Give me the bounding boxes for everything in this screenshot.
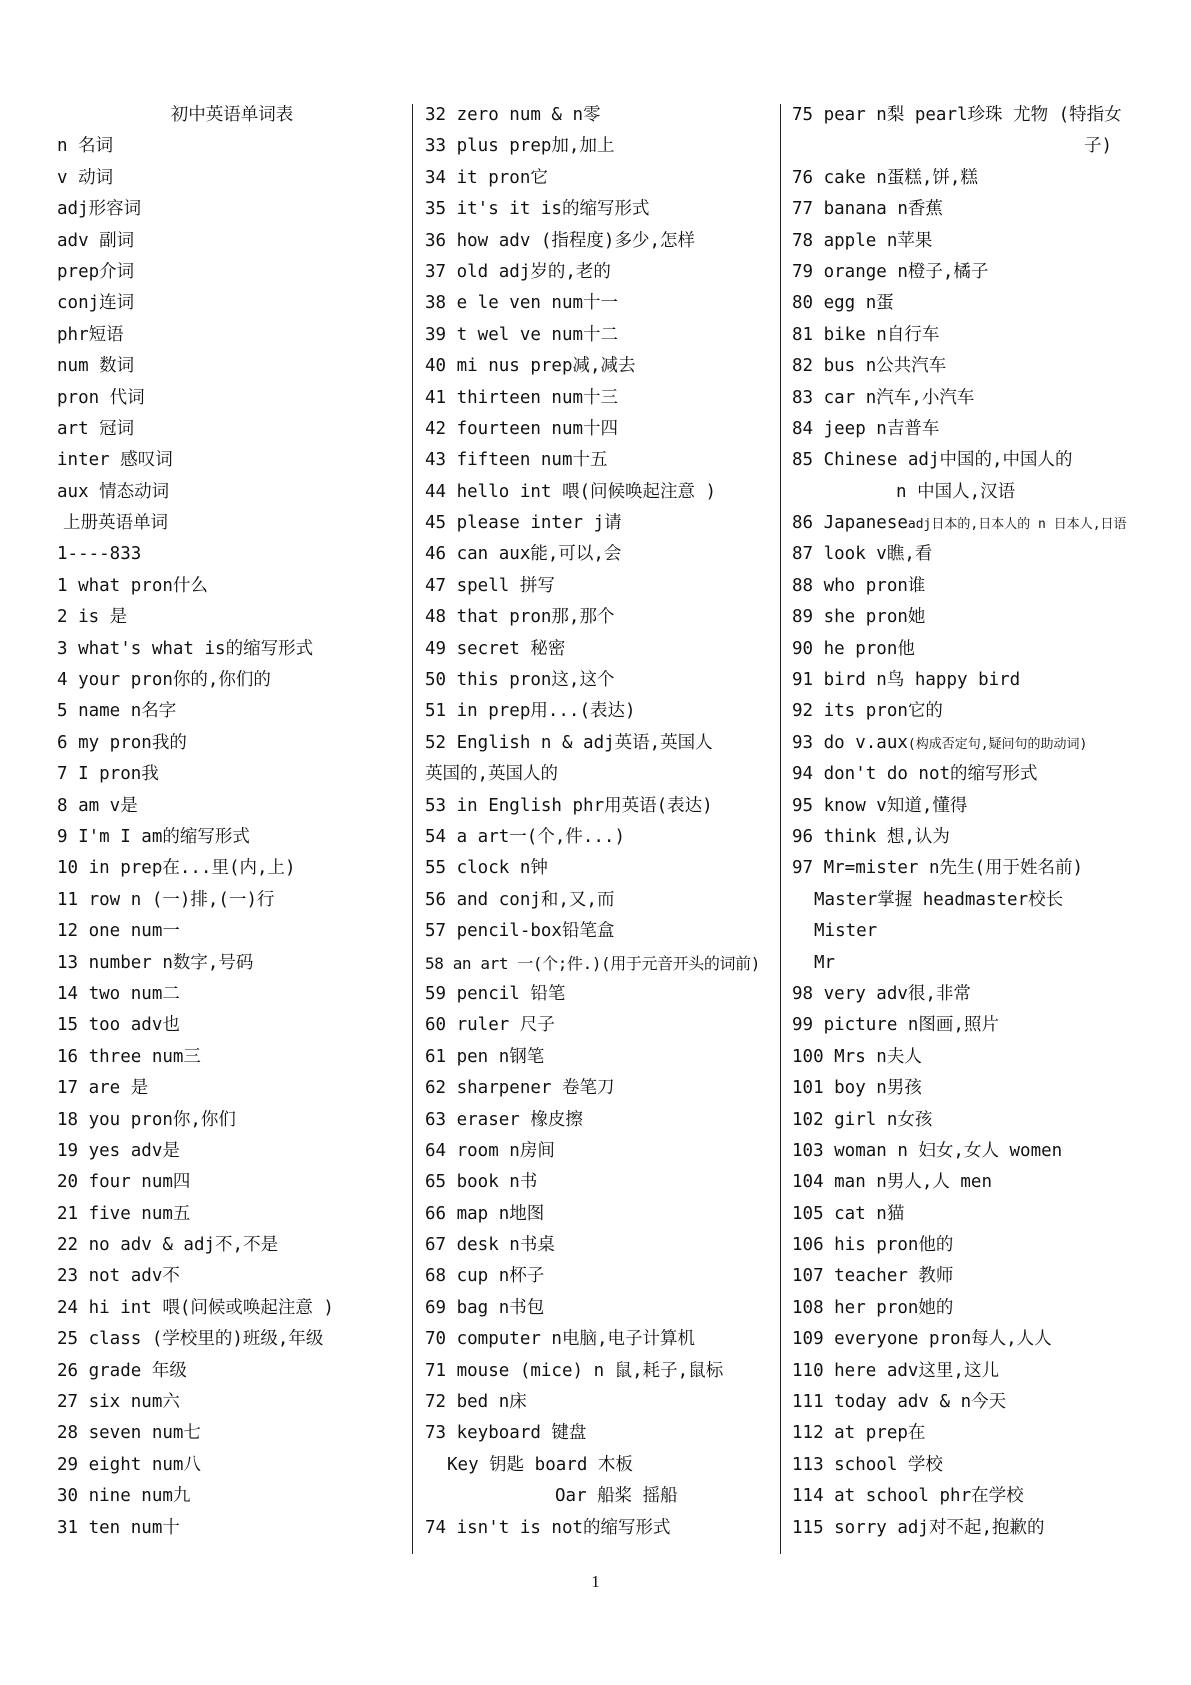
- word-headword: 93 do v.aux: [792, 732, 908, 753]
- word-entry: 56 and conj和,又,而: [425, 889, 615, 910]
- word-entry: 27 six num六: [57, 1392, 180, 1413]
- word-entry: 107 teacher 教师: [792, 1266, 954, 1287]
- word-entry: 89 she pron她: [792, 607, 926, 628]
- word-entry: 106 his pron他的: [792, 1235, 954, 1256]
- word-entry: 85 Chinese adj中国的,中国人的: [792, 450, 1073, 471]
- abbrev-line: inter 感叹词: [57, 450, 173, 471]
- word-entry: 81 bike n自行车: [792, 324, 940, 345]
- word-entry: 8 am v是: [57, 795, 138, 816]
- word-entry: 104 man n男人,人 men: [792, 1172, 993, 1193]
- word-note: Mister: [814, 921, 878, 942]
- word-entry: 88 who pron谁: [792, 575, 926, 596]
- column-divider-2: [780, 104, 781, 1554]
- word-definition-small: adj日本的,日本人的 n 日本人,日语: [907, 517, 1127, 533]
- word-entry: 11 row n (一)排,(一)行: [57, 889, 275, 910]
- word-entry: 65 book n书: [425, 1172, 538, 1193]
- word-entry: 58 an art 一(个;件.)(用于元音开头的词前): [425, 953, 760, 973]
- word-entry: 115 sorry adj对不起,抱歉的: [792, 1517, 1045, 1538]
- word-entry: 16 three num三: [57, 1046, 201, 1067]
- word-entry: 26 grade 年级: [57, 1360, 187, 1381]
- word-note: Mr: [814, 952, 836, 973]
- column-1: [57, 100, 407, 1544]
- word-entry: 91 bird n鸟 happy bird: [792, 670, 1021, 691]
- word-entry: 30 nine num九: [57, 1486, 191, 1507]
- abbrev-line: pron 代词: [57, 387, 145, 408]
- abbrev-line: prep介词: [57, 261, 135, 282]
- word-entry: 13 number n数字,号码: [57, 952, 254, 973]
- word-entry: 29 eight num八: [57, 1454, 201, 1475]
- word-entry: 101 boy n男孩: [792, 1078, 922, 1099]
- word-entry: 94 don't do not的缩写形式: [792, 764, 1038, 785]
- word-entry: 39 t wel ve num十二: [425, 324, 619, 345]
- word-entry: 108 her pron她的: [792, 1297, 954, 1318]
- abbrev-line: num 数词: [57, 356, 135, 377]
- word-entry: 33 plus prep加,加上: [425, 136, 615, 157]
- word-entry: 109 everyone pron每人,人人: [792, 1329, 1052, 1350]
- word-entry: 112 at prep在: [792, 1423, 926, 1444]
- word-entry: 77 banana n香蕉: [792, 199, 943, 220]
- abbrev-line: conj连词: [57, 293, 135, 314]
- word-entry-continuation: 英国的,英国人的: [425, 764, 559, 785]
- word-note: Oar 船桨 摇船: [555, 1486, 678, 1507]
- word-entry: 71 mouse (mice) n 鼠,耗子,鼠标: [425, 1360, 724, 1381]
- word-entry: 61 pen n钢笔: [425, 1046, 545, 1067]
- word-entry: 82 bus n公共汽车: [792, 356, 947, 377]
- word-entry: 55 clock n钟: [425, 858, 548, 879]
- word-entry: 41 thirteen num十三: [425, 387, 619, 408]
- word-entry: [792, 728, 1152, 759]
- word-entry: 12 one num一: [57, 921, 180, 942]
- word-entry: 15 too adv也: [57, 1015, 180, 1036]
- word-entry: 59 pencil 铅笔: [425, 983, 566, 1004]
- document-title: 初中英语单词表: [170, 105, 294, 125]
- word-entry: 22 no adv & adj不,不是: [57, 1235, 279, 1256]
- word-entry: 68 cup n杯子: [425, 1266, 545, 1287]
- section-heading: 上册英语单词: [63, 513, 168, 534]
- word-entry: 28 seven num七: [57, 1423, 201, 1444]
- word-entry: 44 hello int 喂(问候唤起注意 ): [425, 481, 717, 502]
- word-entry: 49 secret 秘密: [425, 638, 566, 659]
- word-entry: 63 eraser 橡皮擦: [425, 1109, 583, 1130]
- word-entry: 62 sharpener 卷笔刀: [425, 1078, 615, 1099]
- word-entry: 25 class (学校里的)班级,年级: [57, 1329, 324, 1350]
- word-entry: 99 picture n图画,照片: [792, 1015, 999, 1036]
- word-entry: 21 five num五: [57, 1203, 191, 1224]
- abbrev-line: adv 副词: [57, 230, 135, 251]
- word-entry: 40 mi nus prep减,减去: [425, 356, 636, 377]
- word-entry: 69 bag n书包: [425, 1297, 545, 1318]
- word-entry: [792, 508, 1152, 539]
- abbrev-line: art 冠词: [57, 418, 135, 439]
- word-entry: 34 it pron它: [425, 167, 548, 188]
- abbrev-line: phr短语: [57, 324, 124, 345]
- word-entry: 96 think 想,认为: [792, 826, 950, 847]
- word-entry: 95 know v知道,懂得: [792, 795, 968, 816]
- word-entry: 20 four num四: [57, 1172, 191, 1193]
- word-entry: 72 bed n床: [425, 1392, 527, 1413]
- word-entry: 74 isn't is not的缩写形式: [425, 1517, 671, 1538]
- word-entry: 83 car n汽车,小汽车: [792, 387, 975, 408]
- word-entry: 3 what's what is的缩写形式: [57, 638, 314, 659]
- word-entry: 111 today adv & n今天: [792, 1392, 1007, 1413]
- word-entry: 10 in prep在...里(内,上): [57, 858, 296, 879]
- word-entry: 97 Mr=mister n先生(用于姓名前): [792, 858, 1084, 879]
- word-entry: 64 room n房间: [425, 1140, 555, 1161]
- word-entry: 35 it's it is的缩写形式: [425, 199, 650, 220]
- word-entry: 46 can aux能,可以,会: [425, 544, 622, 565]
- word-entry: 45 please inter j请: [425, 513, 622, 534]
- word-entry: 103 woman n 妇女,女人 women: [792, 1140, 1063, 1161]
- word-entry: 18 you pron你,你们: [57, 1109, 236, 1130]
- word-entry-continuation: 子): [1083, 136, 1112, 157]
- word-entry: 38 e le ven num十一: [425, 293, 619, 314]
- word-entry: 57 pencil-box铅笔盒: [425, 921, 615, 942]
- word-entry: 113 school 学校: [792, 1454, 943, 1475]
- word-entry: 32 zero num & n零: [425, 105, 601, 125]
- word-entry: 75 pear n梨 pearl珍珠 尤物 (特指女: [792, 105, 1122, 125]
- word-entry: 80 egg n蛋: [792, 293, 894, 314]
- word-entry: 1 what pron什么: [57, 575, 208, 596]
- word-entry: 2 is 是: [57, 607, 128, 628]
- word-entry: 92 its pron它的: [792, 701, 943, 722]
- word-entry: 100 Mrs n夫人: [792, 1046, 922, 1067]
- word-note: Key 钥匙 board 木板: [447, 1454, 633, 1475]
- word-entry: 90 he pron他: [792, 638, 915, 659]
- word-entry: 47 spell 拼写: [425, 575, 555, 596]
- word-entry: 73 keyboard 键盘: [425, 1423, 587, 1444]
- word-entry: 105 cat n猫: [792, 1203, 905, 1224]
- word-entry: 17 are 是: [57, 1078, 149, 1099]
- word-entry: 114 at school phr在学校: [792, 1486, 1024, 1507]
- word-entry: 78 apple n苹果: [792, 230, 933, 251]
- word-entry: 5 name n名字: [57, 701, 177, 722]
- word-entry: 48 that pron那,那个: [425, 607, 615, 628]
- word-entry: 70 computer n电脑,电子计算机: [425, 1329, 696, 1350]
- word-entry: 31 ten num十: [57, 1517, 180, 1538]
- word-entry: 67 desk n书桌: [425, 1235, 555, 1256]
- word-entry-continuation: n 中国人,汉语: [896, 481, 1016, 502]
- column-divider-1: [412, 104, 413, 1554]
- word-note: Master掌握 headmaster校长: [814, 889, 1064, 910]
- page-number: 1: [591, 1572, 600, 1591]
- word-entry: 60 ruler 尺子: [425, 1015, 555, 1036]
- word-entry: 42 fourteen num十四: [425, 418, 619, 439]
- word-entry: 66 map n地图: [425, 1203, 545, 1224]
- word-entry: 53 in English phr用英语(表达): [425, 795, 713, 816]
- column-2: [425, 100, 775, 1544]
- section-range: 1----833: [57, 544, 142, 565]
- word-entry: 76 cake n蛋糕,饼,糕: [792, 167, 978, 188]
- word-entry: 7 I pron我: [57, 764, 159, 785]
- abbrev-line: aux 情态动词: [57, 481, 170, 502]
- word-entry: 9 I'm I am的缩写形式: [57, 826, 250, 847]
- word-entry: 50 this pron这,这个: [425, 670, 615, 691]
- word-entry: 51 in prep用...(表达): [425, 701, 636, 722]
- word-definition-small: (构成否定句,疑问句的助动词): [907, 736, 1088, 752]
- column-3: [792, 100, 1152, 1544]
- word-entry: 79 orange n橙子,橘子: [792, 261, 989, 282]
- word-entry: 98 very adv很,非常: [792, 983, 971, 1004]
- word-entry: 6 my pron我的: [57, 732, 187, 753]
- word-entry: 24 hi int 喂(问候或唤起注意 ): [57, 1297, 334, 1318]
- word-headword: 86 Japanese: [792, 513, 908, 534]
- word-entry: 52 English n & adj英语,英国人: [425, 732, 713, 753]
- word-entry: 102 girl n女孩: [792, 1109, 933, 1130]
- word-entry: 36 how adv (指程度)多少,怎样: [425, 230, 696, 251]
- word-entry: 84 jeep n吉普车: [792, 418, 940, 439]
- word-entry: 87 look v瞧,看: [792, 544, 933, 565]
- word-entry: 14 two num二: [57, 983, 180, 1004]
- word-entry: 4 your pron你的,你们的: [57, 670, 271, 691]
- word-entry: 110 here adv这里,这儿: [792, 1360, 999, 1381]
- abbrev-line: adj形容词: [57, 199, 142, 220]
- word-entry: 37 old adj岁的,老的: [425, 261, 611, 282]
- word-entry: 54 a art一(个,件...): [425, 826, 626, 847]
- word-entry: 43 fifteen num十五: [425, 450, 608, 471]
- word-entry: 23 not adv不: [57, 1266, 180, 1287]
- abbrev-line: n 名词: [57, 136, 114, 157]
- word-entry: 19 yes adv是: [57, 1140, 180, 1161]
- abbrev-line: v 动词: [57, 167, 114, 188]
